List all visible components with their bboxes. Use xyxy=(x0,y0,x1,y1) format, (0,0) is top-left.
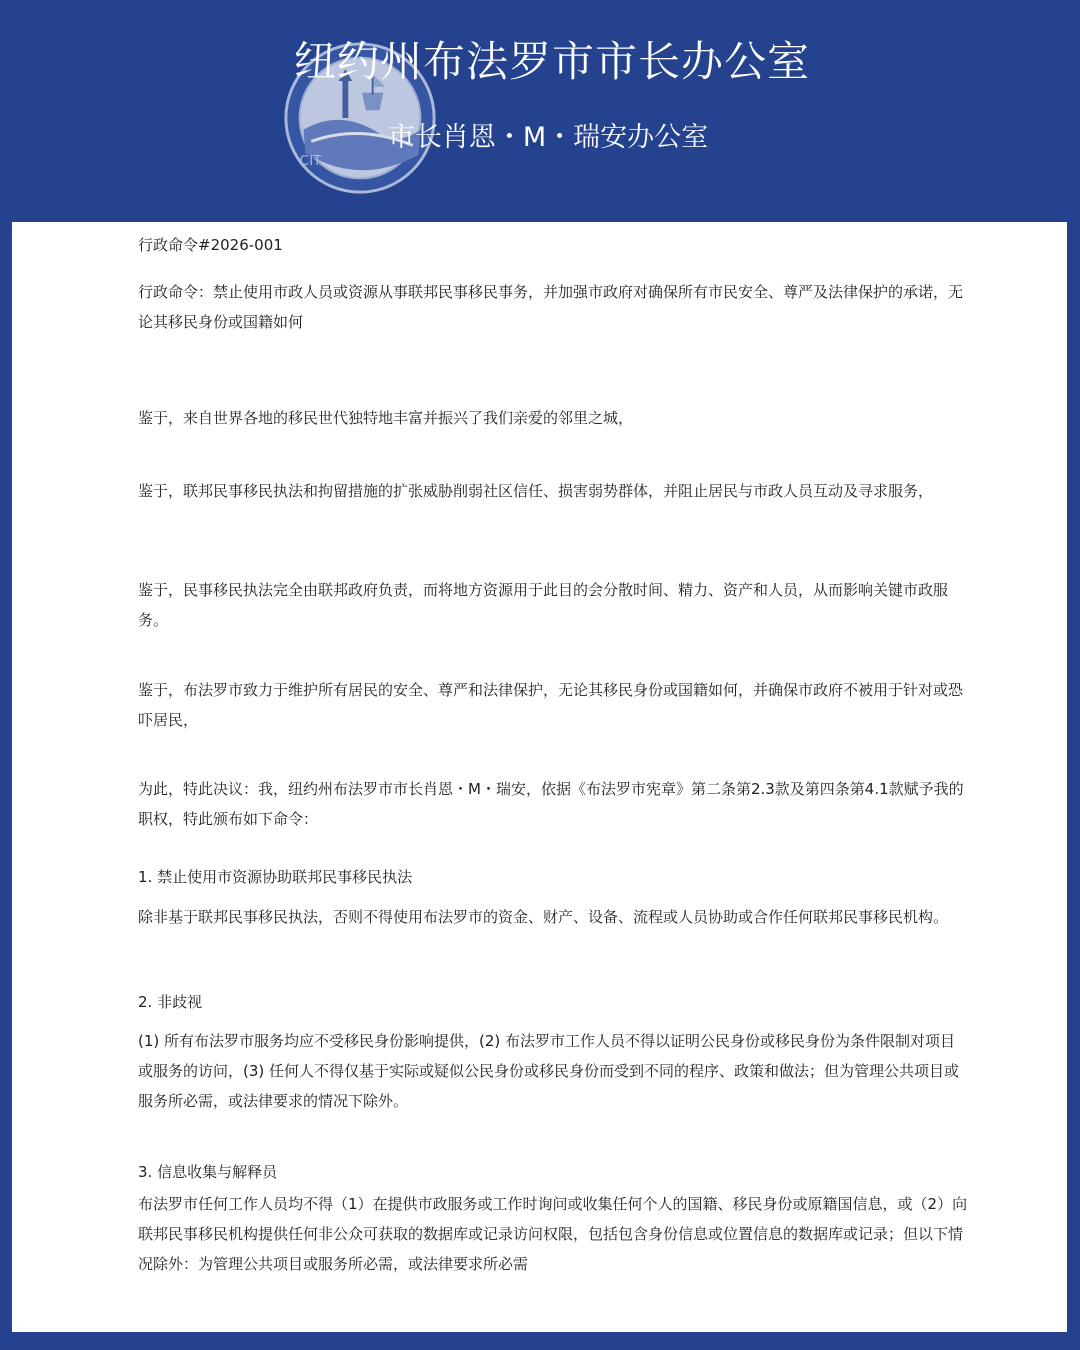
section-heading-1: 1. 禁止使用市资源协助联邦民事移民执法 xyxy=(138,868,413,886)
order-number: 行政命令#2026-001 xyxy=(138,236,283,254)
document-page xyxy=(12,222,1067,1332)
whereas-paragraph-2: 鉴于，联邦民事移民执法和拘留措施的扩张威胁削弱社区信任、损害弱势群体，并阻止居民与市政人员互动及寻求服务， xyxy=(138,482,934,500)
office-title: 纽约州布法罗市市长办公室 xyxy=(293,37,810,86)
office-subtitle: 市长肖恩・M・瑞安办公室 xyxy=(387,122,709,153)
section-body-1: 除非基于联邦民事移民执法，否则不得使用布法罗市的资金、财产、设备、流程或人员协助或合作任何联邦民事移民机构。 xyxy=(138,908,949,926)
order-title: 行政命令：禁止使用市政人员或资源从事联邦民事移民事务，并加强市政府对确保所有市民安全、尊严及法律保护的承诺，无论其移民身份或国籍如何 xyxy=(138,283,964,331)
section-body-3: 布法罗市任何工作人员均不得（1）在提供市政服务或工作时询问或收集任何个人的国籍、移民身份或原籍国信息，或（2）向联邦民事移民机构提供任何非公众可获取的数据库或记录访问权限，包括包含身份信息或位置信息的数据库或记录；但以下情况除外：为管理公共项目或服务所必需，或法律要求所必需 xyxy=(138,1195,968,1273)
resolution-paragraph: 为此，特此决议：我，纽约州布法罗市市长肖恩・M・瑞安，依据《布法罗市宪章》第二条第2.3款及第四条第4.1款赋予我的职权，特此颁布如下命令： xyxy=(138,780,964,828)
svg-text:CIT: CIT xyxy=(299,152,322,169)
whereas-paragraph-1: 鉴于，来自世界各地的移民世代独特地丰富并振兴了我们亲爱的邻里之城， xyxy=(138,409,634,427)
header-banner xyxy=(0,0,1080,222)
whereas-paragraph-3: 鉴于，民事移民执法完全由联邦政府负责，而将地方资源用于此目的会分散时间、精力、资产和人员，从而影响关键市政服务。 xyxy=(138,581,949,629)
section-heading-2: 2. 非歧视 xyxy=(138,993,203,1011)
whereas-paragraph-4: 鉴于，布法罗市致力于维护所有居民的安全、尊严和法律保护，无论其移民身份或国籍如何，并确保市政府不被用于针对或恐吓居民， xyxy=(138,681,964,729)
footer-banner xyxy=(0,1332,1080,1350)
section-body-2: (1) 所有布法罗市服务均应不受移民身份影响提供，(2) 布法罗市工作人员不得以证明公民身份或移民身份为条件限制对项目或服务的访问，(3) 任何人不得仅基于实际或疑似公民身份或移民身份而受到不同的程序、政策和做法；但为管理公共项目或服务所必需，或法律要求的情况下除外。 xyxy=(138,1032,960,1110)
section-heading-3: 3. 信息收集与解释员 xyxy=(138,1163,278,1181)
